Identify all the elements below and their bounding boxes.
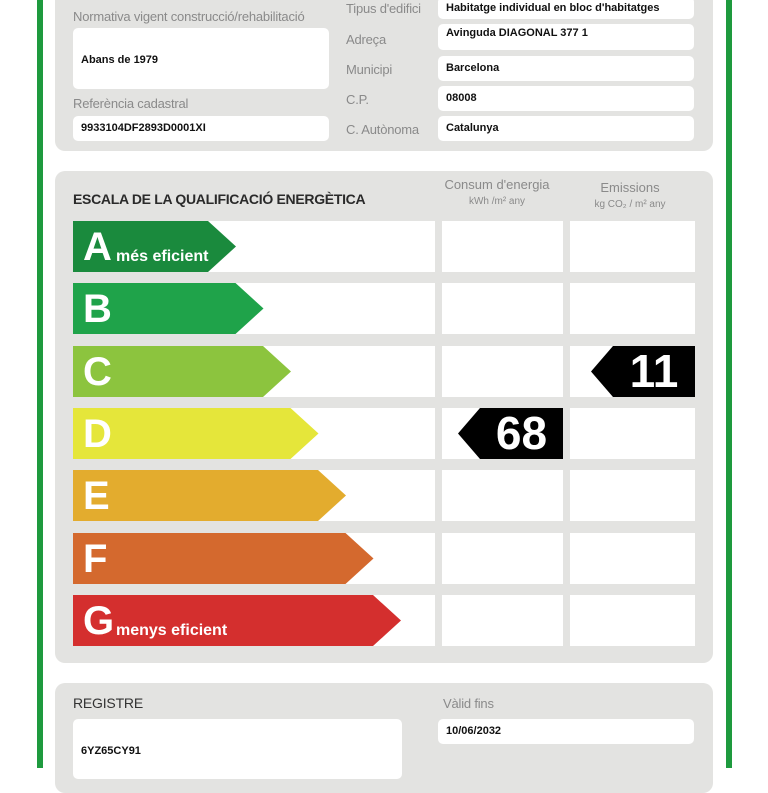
class-sublabel: més eficient [116, 248, 209, 265]
consum-cell [442, 283, 563, 334]
scale-row-a [73, 221, 695, 272]
class-letter: C [83, 349, 112, 394]
class-arrow-g [73, 595, 401, 646]
tipus-label: Tipus d'edifici [346, 1, 421, 16]
class-letter: A [83, 225, 112, 269]
adreca-field: Avinguda DIAGONAL 377 1 [438, 24, 694, 50]
municipi-field: Barcelona [438, 56, 694, 81]
scale-row-f [73, 533, 695, 584]
consum-title: Consum d'energia [444, 177, 550, 192]
scale-row-g [73, 595, 695, 646]
right-border [726, 0, 732, 768]
registre-label: REGISTRE [73, 695, 143, 711]
cp-field: 08008 [438, 86, 694, 111]
emissions-unit: kg CO₂ / m² any [594, 199, 666, 210]
registre-panel [55, 683, 713, 793]
emissions-indicator-value: 11 [629, 344, 679, 397]
emissions-cell [570, 408, 695, 459]
consum-cell [442, 408, 563, 459]
consum-indicator [458, 408, 563, 459]
emissions-cell [570, 595, 695, 646]
emissions-cell [570, 470, 695, 521]
emissions-title: Emissions [600, 180, 660, 195]
consum-cell [442, 221, 563, 272]
consum-cell [442, 533, 563, 584]
scale-row-e [73, 470, 695, 521]
left-border [37, 0, 43, 768]
comunitat-label: C. Autònoma [346, 122, 419, 137]
emissions-cell [570, 533, 695, 584]
valid-field: 10/06/2032 [438, 719, 694, 744]
class-letter: E [83, 474, 110, 519]
building-info-panel [55, 0, 713, 151]
class-letter: B [83, 287, 112, 332]
scale-row-c [73, 346, 695, 397]
class-arrow-e [73, 470, 346, 521]
scale-row-b [73, 283, 695, 334]
class-arrow-f [73, 533, 374, 584]
consum-header [442, 177, 552, 207]
class-arrow-c [73, 346, 291, 397]
class-sublabel: menys eficient [116, 621, 228, 639]
consum-cell [442, 595, 563, 646]
tipus-field: Habitatge individual en bloc d'habitatges [438, 0, 694, 19]
emissions-cell [570, 221, 695, 272]
emissions-indicator [591, 346, 695, 397]
comunitat-field: Catalunya [438, 116, 694, 141]
referencia-label: Referència cadastral [73, 96, 189, 111]
emissions-header [570, 180, 690, 210]
class-letter: G [83, 598, 115, 643]
consum-cell [442, 346, 563, 397]
class-arrow-b [73, 283, 264, 334]
adreca-label: Adreça [346, 32, 386, 47]
referencia-field: 9933104DF2893D0001XI [73, 116, 329, 141]
class-arrow-d [73, 408, 319, 459]
consum-indicator-value: 68 [495, 406, 548, 459]
scale-row-d [73, 408, 695, 459]
class-arrow-a [73, 221, 236, 272]
cp-label: C.P. [346, 92, 369, 107]
valid-label: Vàlid fins [443, 696, 494, 711]
normativa-field: Abans de 1979 [73, 28, 329, 89]
scale-title: ESCALA DE LA QUALIFICACIÓ ENERGÈTICA [73, 191, 366, 207]
class-letter: D [83, 411, 112, 456]
emissions-cell [570, 346, 695, 397]
municipi-label: Municipi [346, 62, 393, 77]
emissions-cell [570, 283, 695, 334]
consum-cell [442, 470, 563, 521]
normativa-label: Normativa vigent construcció/rehabilitació [73, 9, 305, 24]
class-letter: F [83, 536, 108, 581]
registre-field: 6YZ65CY91 [73, 719, 402, 779]
energy-scale-panel [55, 171, 713, 663]
consum-unit: kWh /m² any [468, 196, 526, 207]
